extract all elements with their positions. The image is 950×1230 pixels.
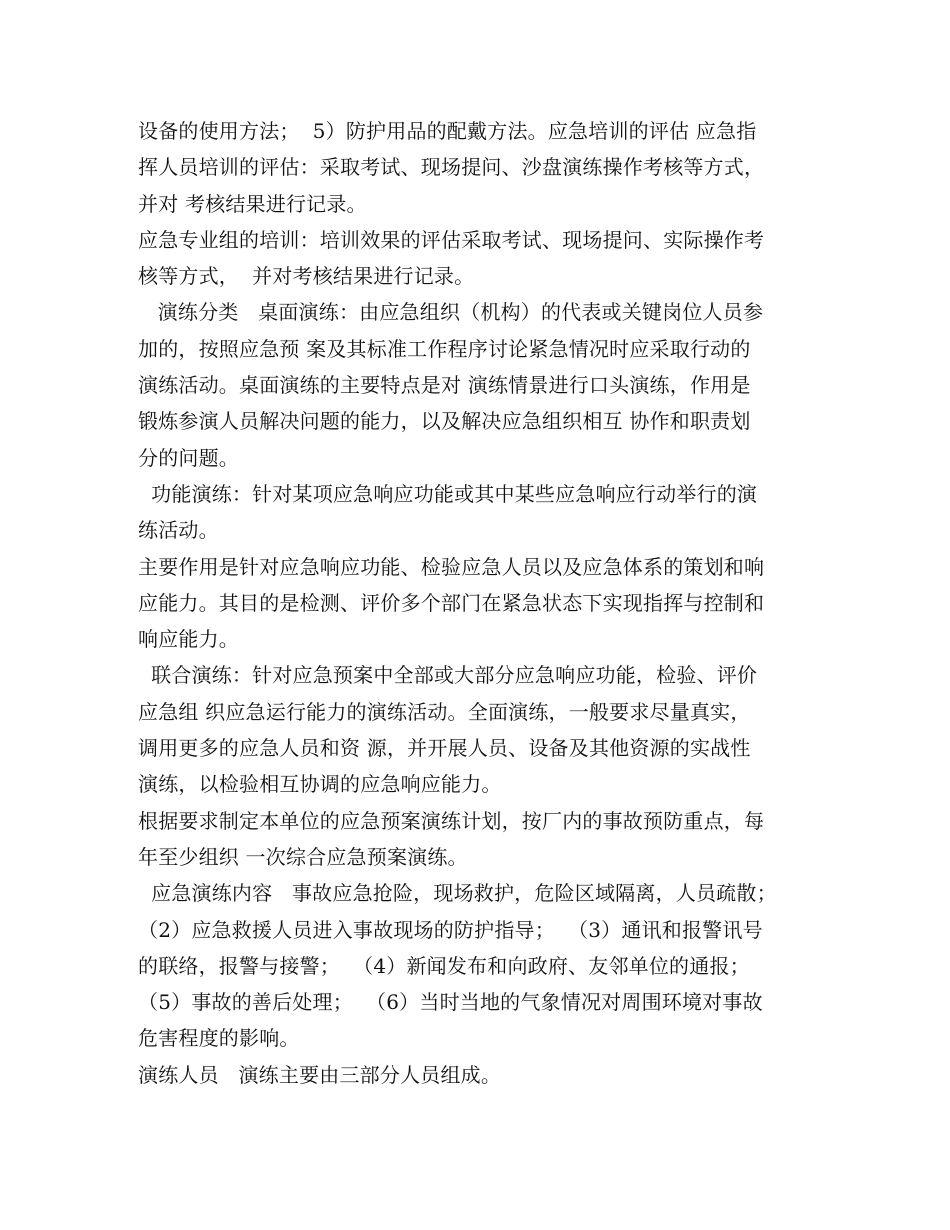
text-line: 应急演练内容 事故应急抢险，现场救护，危险区域隔离，人员疏散； <box>138 881 777 906</box>
text-line: 演练人员 演练主要由三部分人员组成。 <box>138 1062 502 1087</box>
text-line: 应急专业组的培训：培训效果的评估采取考试、现场提问、实际操作考 <box>138 227 765 252</box>
text-line: 调用更多的应急人员和资 源，并开展人员、设备及其他资源的实战性 <box>138 736 751 761</box>
text-line: 根据要求制定本单位的应急预案演练计划，按厂内的事故预防重点，每 <box>138 808 765 833</box>
text-line: 年至少组织 一次综合应急预案演练。 <box>138 844 468 869</box>
text-line: 锻炼参演人员解决问题的能力，以及解决应急组织相互 协作和职责划 <box>138 409 751 434</box>
text-line: 并对 考核结果进行记录。 <box>138 191 367 216</box>
text-line: 应急组 织应急运行能力的演练活动。全面演练，一般要求尽量真实， <box>138 699 751 724</box>
text-line: 联合演练：针对应急预案中全部或大部分应急响应功能，检验、评价 <box>138 663 758 688</box>
text-line: 响应能力。 <box>138 627 239 652</box>
text-line: 核等方式， 并对考核结果进行记录。 <box>138 264 475 289</box>
text-line: 演练，以检验相互协调的应急响应能力。 <box>138 772 502 797</box>
text-line: 危害程度的影响。 <box>138 1026 300 1051</box>
body-text <box>138 113 828 1093</box>
text-line: 设备的使用方法； 5）防护用品的配戴方法。应急培训的评估 应急指 <box>138 119 757 143</box>
text-line: 演练分类 桌面演练：由应急组织（机构）的代表或关键岗位人员参 <box>138 300 764 325</box>
text-line: （2）应急救援人员进入事故现场的防护指导； （3）通讯和报警讯号 <box>138 917 763 942</box>
text-line: （5）事故的善后处理； （6）当时当地的气象情况对周围环境对事故 <box>138 990 763 1015</box>
text-line: 分的问题。 <box>138 445 239 470</box>
text-line: 功能演练：针对某项应急响应功能或其中某些应急响应行动举行的演 <box>138 481 758 506</box>
text-line: 主要作用是针对应急响应功能、检验应急人员以及应急体系的策划和响 <box>138 554 765 579</box>
text-line: 挥人员培训的评估：采取考试、现场提问、沙盘演练操作考核等方式， <box>138 155 765 180</box>
text-line: 的联络，报警与接警； （4）新闻发布和向政府、友邻单位的通报； <box>138 953 750 978</box>
text-line: 演练活动。桌面演练的主要特点是对 演练情景进行口头演练，作用是 <box>138 373 751 398</box>
text-line: 加的，按照应急预 案及其标准工作程序讨论紧急情况时应采取行动的 <box>138 336 751 361</box>
text-line: 练活动。 <box>138 518 219 543</box>
text-line: 应能力。其目的是检测、评价多个部门在紧急状态下实现指挥与控制和 <box>138 590 765 615</box>
